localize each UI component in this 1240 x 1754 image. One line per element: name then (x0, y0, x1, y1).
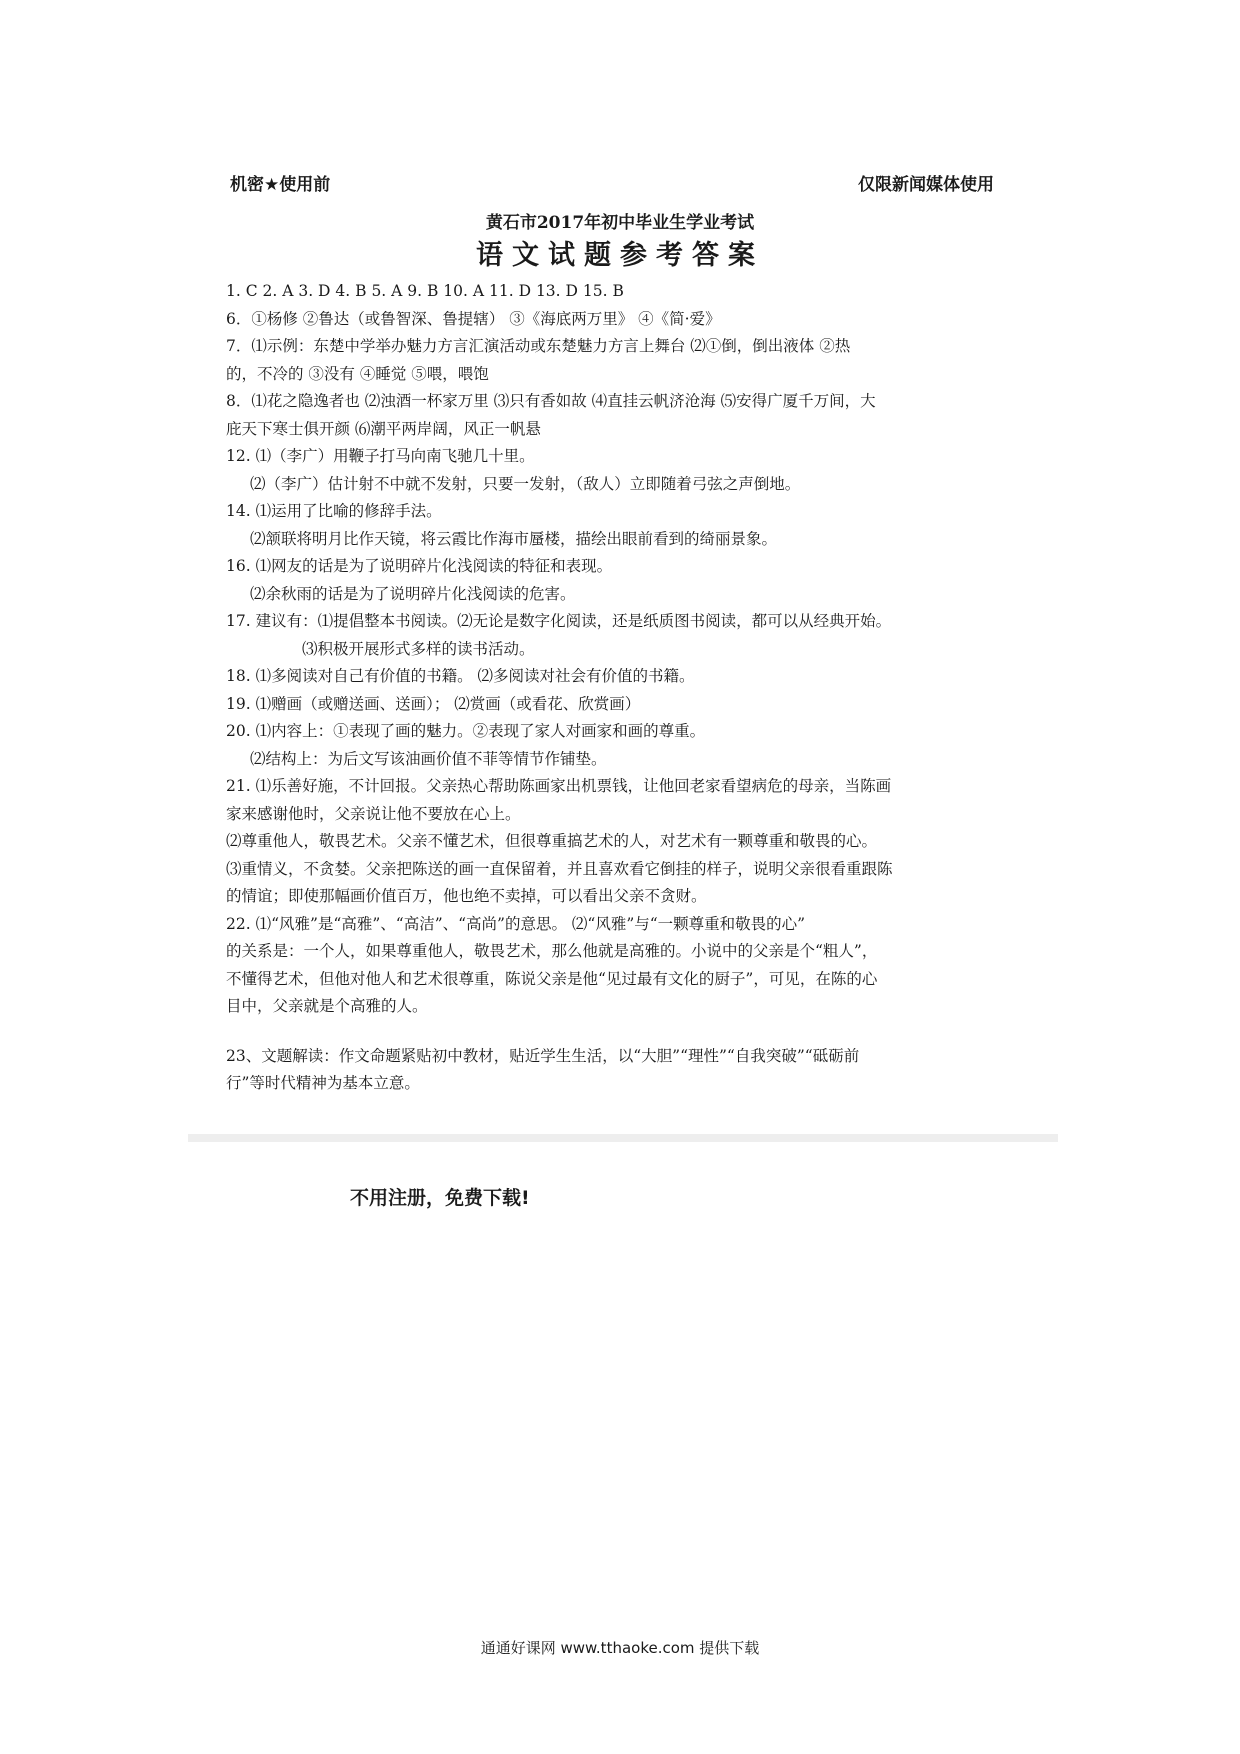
answer-line: 19. ⑴赠画（或赠送画、送画）； ⑵赏画（或看花、欣赏画） (226, 694, 641, 713)
promo-text: 不用注册，免费下载! (350, 1187, 530, 1209)
answer-line: 的关系是：一个人，如果尊重他人，敬畏艺术，那么他就是高雅的。小说中的父亲是个“粗人”， (226, 942, 878, 960)
answer-line: 22. ⑴“风雅”是“高雅”、“高洁”、“高尚”的意思。 ⑵“风雅”与“一颗尊重和敬畏的心” (226, 914, 806, 933)
answer-line: 20. ⑴内容上：①表现了画的魅力。②表现了家人对画家和画的尊重。 (226, 722, 706, 740)
answer-line: 12. ⑴（李广）用鞭子打马向南飞驰几十里。 (226, 447, 535, 465)
confidential-label: 机密★使用前 (230, 175, 331, 195)
answer-line: 6．①杨修 ②鲁达（或鲁智深、鲁提辖） ③《海底两万里》 ④《简·爱》 (226, 309, 721, 328)
answer-list (226, 278, 1058, 1098)
answer-line: ⑵（李广）估计射不中就不发射，只要一发射，（敌人）立即随着弓弦之声倒地。 (250, 474, 801, 493)
answer-line: 1. C 2. A 3. D 4. B 5. A 9. B 10. A 11. D 13. D 15. B (226, 282, 624, 300)
answer-line: ⑵颔联将明月比作天镜，将云霞比作海市蜃楼，描绘出眼前看到的绮丽景象。 (250, 529, 778, 548)
answer-line: ⑵余秋雨的话是为了说明碎片化浅阅读的危害。 (250, 584, 576, 603)
answer-line: 14. ⑴运用了比喻的修辞手法。 (226, 502, 442, 520)
answer-line: 不懂得艺术，但他对他人和艺术很尊重，陈说父亲是他“见过最有文化的厨子”，可见，在陈的心 (226, 969, 878, 988)
answer-line: ⑵结构上：为后文写该油画价值不菲等情节作铺垫。 (250, 749, 607, 768)
page-title: 语文试题参考答案 (476, 240, 764, 271)
answer-line: 庇天下寒士俱开颜 ⑹潮平两岸阔，风正一帆悬 (226, 419, 541, 438)
answer-line: ⑶积极开展形式多样的读书活动。 (302, 639, 535, 658)
answer-line: 16. ⑴网友的话是为了说明碎片化浅阅读的特征和表现。 (226, 557, 613, 575)
answer-line: 行”等时代精神为基本立意。 (226, 1074, 420, 1092)
section-gap (226, 1021, 1058, 1043)
answer-line: 21. ⑴乐善好施，不计回报。父亲热心帮助陈画家出机票钱，让他回老家看望病危的母亲，当陈画 (226, 777, 892, 795)
answer-line: 8．⑴花之隐逸者也 ⑵浊酒一杯家万里 ⑶只有香如故 ⑷直挂云帆济沧海 ⑸安得广厦千万间，大 (226, 392, 876, 410)
answer-line: 家来感谢他时，父亲说让他不要放在心上。 (226, 804, 521, 823)
answer-line: 的情谊；即使那幅画价值百万，他也绝不卖掉，可以看出父亲不贪财。 (226, 887, 707, 905)
answer-line: 目中，父亲就是个高雅的人。 (226, 997, 428, 1015)
answer-line: 18. ⑴多阅读对自己有价值的书籍。 ⑵多阅读对社会有价值的书籍。 (226, 667, 695, 685)
answer-line: 7．⑴示例：东楚中学举办魅力方言汇演活动或东楚魅力方言上舞台 ⑵①倒，倒出液体 ②热 (226, 337, 851, 355)
answer-line: 23、文题解读：作文命题紧贴初中教材，贴近学生生活，以“大胆”“理性”“自我突破”“砥砺前 (226, 1046, 860, 1065)
answer-line: 的，不冷的 ③没有 ④睡觉 ⑤喂，喂饱 (226, 364, 489, 383)
answer-line: ⑶重情义，不贪婪。父亲把陈送的画一直保留着，并且喜欢看它倒挂的样子，说明父亲很看重跟陈 (226, 859, 893, 878)
answer-line: 17. 建议有：⑴提倡整本书阅读。⑵无论是数字化阅读，还是纸质图书阅读，都可以从经典开始。 (226, 612, 892, 630)
page-footer: 通通好课网 www.tthaoke.com 提供下载 (480, 1639, 760, 1657)
exam-subtitle: 黄石市2017年初中毕业生学业考试 (485, 213, 755, 233)
scan-bottom-edge (188, 1134, 1058, 1142)
media-only-label: 仅限新闻媒体使用 (858, 175, 994, 195)
answer-line: ⑵尊重他人，敬畏艺术。父亲不懂艺术，但很尊重搞艺术的人，对艺术有一颗尊重和敬畏的心。 (226, 832, 878, 850)
